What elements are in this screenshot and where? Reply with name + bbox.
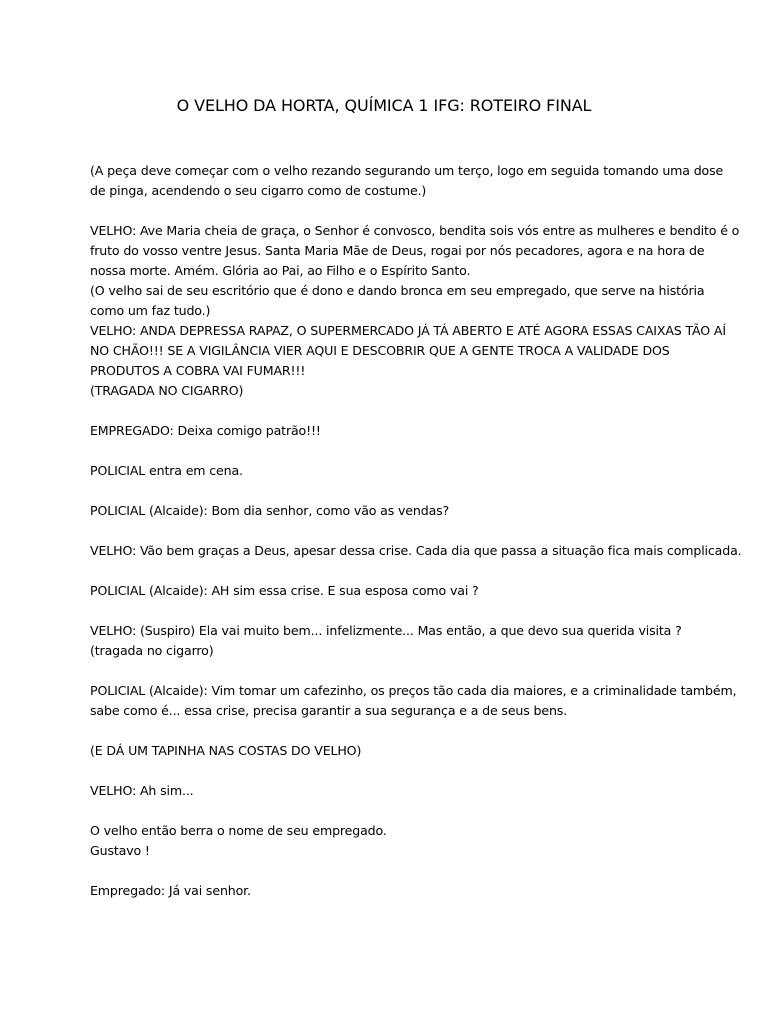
text-line: O velho então berra o nome de seu empregado. bbox=[90, 823, 387, 838]
text-line: POLICIAL (Alcaide): AH sim essa crise. E sua esposa como vai ? bbox=[90, 583, 479, 598]
text-line: NO CHÃO!!! SE A VIGILÂNCIA VIER AQUI E DESCOBRIR QUE A GENTE TROCA A VALIDADE DOS bbox=[90, 343, 670, 358]
paragraph-gap bbox=[90, 401, 690, 421]
text-line: (E DÁ UM TAPINHA NAS COSTAS DO VELHO) bbox=[90, 743, 362, 758]
text-line: (TRAGADA NO CIGARRO) bbox=[90, 383, 244, 398]
text-line: VELHO: (Suspiro) Ela vai muito bem... infelizmente... Mas então, a que devo sua querida visita ? bbox=[90, 623, 682, 638]
text-line: sabe como é... essa crise, precisa garantir a sua segurança e a de seus bens. bbox=[90, 703, 568, 718]
text-line: como um faz tudo.) bbox=[90, 303, 211, 318]
text-line: POLICIAL (Alcaide): Vim tomar um cafezinho, os preços tão cada dia maiores, e a criminalidade também, bbox=[90, 683, 737, 698]
text-line: POLICIAL entra em cena. bbox=[90, 463, 243, 478]
text-line: nossa morte. Amém. Glória ao Pai, ao Filho e o Espírito Santo. bbox=[90, 263, 471, 278]
text-line: fruto do vosso ventre Jesus. Santa Maria Mãe de Deus, rogai por nós pecadores, agora e na hora de bbox=[90, 243, 705, 258]
paragraph-gap bbox=[90, 661, 690, 681]
paragraph-gap bbox=[90, 481, 690, 501]
paragraph-gap bbox=[90, 561, 690, 581]
text-line: VELHO: Ah sim... bbox=[90, 783, 194, 798]
paragraph-gap bbox=[90, 721, 690, 741]
document-title: O VELHO DA HORTA, QUÍMICA 1 IFG: ROTEIRO FINAL bbox=[176, 96, 592, 115]
paragraph-gap bbox=[90, 201, 690, 221]
paragraph-gap bbox=[90, 521, 690, 541]
text-line: PRODUTOS A COBRA VAI FUMAR!!! bbox=[90, 363, 306, 378]
paragraph-gap bbox=[90, 601, 690, 621]
document-body bbox=[90, 161, 742, 901]
text-line: POLICIAL (Alcaide): Bom dia senhor, como vão as vendas? bbox=[90, 503, 450, 518]
text-line: (O velho sai de seu escritório que é dono e dando bronca em seu empregado, que serve na história bbox=[90, 283, 705, 298]
text-line: (A peça deve começar com o velho rezando segurando um terço, logo em seguida tomando uma dose bbox=[90, 163, 724, 178]
text-line: EMPREGADO: Deixa comigo patrão!!! bbox=[90, 423, 321, 438]
text-line: VELHO: ANDA DEPRESSA RAPAZ, O SUPERMERCADO JÁ TÁ ABERTO E ATÉ AGORA ESSAS CAIXAS TÃO AÍ bbox=[90, 323, 726, 338]
text-line: Gustavo ! bbox=[90, 843, 150, 858]
text-line: Empregado: Já vai senhor. bbox=[90, 883, 251, 898]
paragraph-gap bbox=[90, 861, 690, 881]
text-line: VELHO: Vão bem graças a Deus, apesar dessa crise. Cada dia que passa a situação fica mais complicada. bbox=[90, 543, 742, 558]
paragraph-gap bbox=[90, 761, 690, 781]
paragraph-gap bbox=[90, 801, 690, 821]
text-line: VELHO: Ave Maria cheia de graça, o Senhor é convosco, bendita sois vós entre as mulheres e bendito é o bbox=[90, 223, 740, 238]
paragraph-gap bbox=[90, 441, 690, 461]
text-line: de pinga, acendendo o seu cigarro como de costume.) bbox=[90, 183, 427, 198]
text-line: (tragada no cigarro) bbox=[90, 643, 214, 658]
